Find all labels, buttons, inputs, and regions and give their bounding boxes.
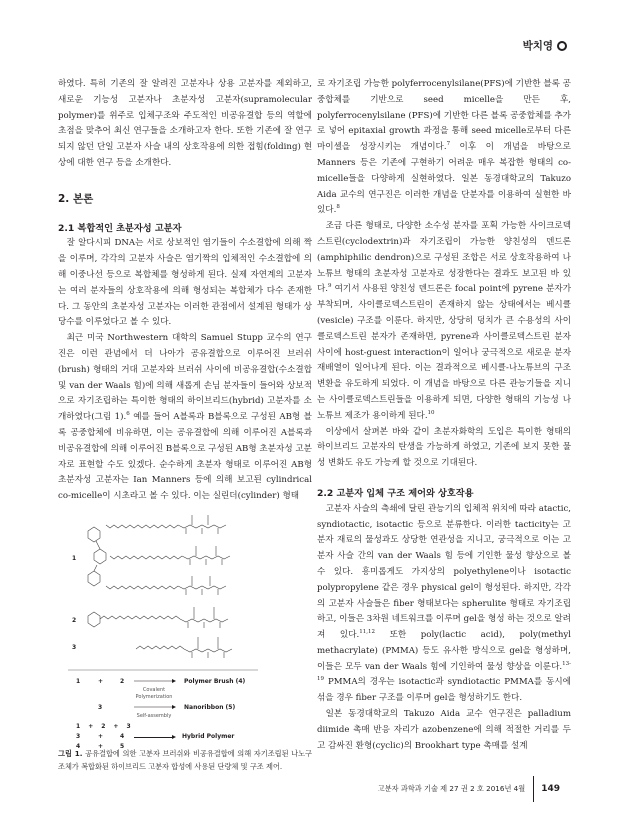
paragraph-aida: 일본 동경대학교의 Takuzo Aida 교수 연구진은 palladium diimide 촉매 반응 자리가 azobenzene에 의해 적절한 거리를 두고 감싸진 환형(cyclic)의 Brookhart type 촉매를 설계: [317, 709, 571, 751]
paragraph-text: 조금 다른 형태로, 다양한 소수성 분자를 포획 가능한 사이크로덱스트린(cyclodextrin)과 자기조립이 가능한 양친성의 덴드론(amphiphilic dendron)으로 구성된 조합은 서로 상호작용하여 나노튜브 형태의 초분자성 고분자로 성장한다는 결과도 보고된 바 있다.: [317, 221, 571, 295]
scheme-operator: +: [98, 733, 104, 740]
scheme-term: 2: [120, 678, 125, 685]
left-column: [58, 77, 312, 505]
running-header-author: [523, 38, 567, 53]
scheme-operator: +: [98, 743, 104, 750]
reference-marker: 7: [446, 141, 451, 148]
arrow-label: Covalent: [142, 687, 166, 693]
arrow-label: Polymerization: [135, 694, 173, 700]
right-column: [317, 77, 571, 754]
header-circle-icon: [557, 41, 567, 51]
paragraph-stupp: [58, 331, 312, 505]
arrow-head-icon: [172, 705, 176, 709]
scheme-line: [76, 722, 131, 732]
scheme-line: [76, 732, 234, 742]
scheme-term: 5: [120, 743, 125, 750]
scheme-term: 2: [101, 723, 106, 730]
subsection-heading-2-2: 2.2 고분자 입체 구조 제어와 상호작용: [317, 487, 474, 499]
paragraph-text: 이후 이 개념을 바탕으로 Manners 등은 기존에 구현하기 어려운 매우 복잡한 형태의 co-micelle들을 다양하게 실현하였다. 일본 동경대학교의 Takuzo Aida 교수의 연구진은 이러한 개념을 단분자를 이용하여 실현한 바 있다.: [317, 142, 571, 216]
scheme-term: 1: [76, 723, 81, 730]
reference-marker: 6: [126, 411, 130, 418]
subsection-heading-2-1: 2.1 복합적인 초분자성 고분자: [58, 222, 182, 234]
benzene-ring: [94, 549, 106, 564]
reference-marker: 8: [336, 204, 340, 211]
scheme-term: 4: [120, 733, 125, 740]
reference-marker: 11,12: [359, 629, 375, 636]
scheme-term: 3: [76, 733, 81, 740]
arrow-head-icon: [172, 679, 176, 683]
journal-citation: 고분자 과학과 기술 제 27 권 2 호 2016년 4월: [377, 784, 526, 793]
paragraph-text: 여기서 사용된 양친성 덴드론은 focal point에 pyrene 분자가 부착되며, 사이클로덱스트린이 존재하지 않는 상태에서는 베시클(vesicle) 구조를 이룬다. 하지만, 상당히 덩치가 큰 수용성의 사이클로덱스트린 분자가 존재하면, pyrene과 사이클로덱스트린 분자 사이에 host-guest interaction이 일어나 궁극적으로 새로운 분자 재배열이 일어나게 된다. 이는 결과적으로 베시클-나노튜브의 구조변환을 유도하게 되었다. 이 개념을 바탕으로 다른 관능기들을 지니는 사이클로덱스트린들을 이용하게 되면, 다양한 형태의 기능성 나노튜브 제조가 용이하게 된다.: [317, 284, 571, 421]
scheme-product: Polymer Brush (4): [184, 678, 246, 685]
paragraph-text: 최근 미국 Northwestern 대학의 Samuel Stupp 교수의 연구진은 이런 관념에서 더 나아가 공유결합으로 이루어진 브러쉬(brush) 형태의 거대 고분자와 브러쉬 사이에 비공유결합(수소결합 및 van der Waals 힘)에 의해 새롭게 손님 분자들이 들어와 상보적으로 자기조립하는 특이한 형태의 하이브리드(hybrid) 고분자를 소개하였다(그림 1).: [58, 333, 312, 423]
figure-1: [58, 503, 312, 763]
paragraph-summary: 이상에서 살펴본 바와 같이 초분자화학의 도입은 특이한 형태의 하이브리드 고분자의 탄생을 가능하게 하였고, 기존에 보지 못한 물성 변화도 유도 가능케 할 것으로 기대된다.: [317, 426, 571, 469]
scheme-product: Hybrid Polymer: [182, 733, 235, 740]
page-footer: [378, 776, 560, 802]
caption-label: 그림 1.: [58, 749, 83, 758]
reference-marker: 10: [427, 409, 435, 416]
paragraph-text: 로 자기조립 가능한 polyferrocenylsilane(PFS)에 기반한 블록 공중합체를 기반으로 seed micelle을 만든 후, polyferrocenylsilane (PFS)에 기반한 다른 블록 공중합체를 추가로 넣어 epitaxial growth 과정을 통해 seed micelle로부터 다른 마이셀을 성장시키는 개념이다.: [317, 79, 571, 153]
compound-label-2: 2: [72, 617, 77, 624]
compound-label-3: 3: [72, 644, 77, 651]
paragraph-text: PMMA의 경우는 isotactic과 syndiotactic PMMA를 동시에 섞을 경우 fiber 구조를 이루며 gel을 형성하기도 한다.: [317, 677, 571, 704]
compound-1-structure: [88, 515, 230, 595]
arrow-head-icon: [172, 735, 176, 739]
arrow-label: Self-assembly: [136, 713, 172, 719]
scheme-operator: +: [98, 678, 104, 685]
benzene-ring: [88, 527, 100, 542]
caption-text: 공유결합에 의한 고분자 브러쉬와 비공유결합에 의해 자기조립된 나노구조체가 복합화된 하이브리드 고분자 합성에 사용된 단량체 및 구조 제어.: [58, 749, 313, 771]
paragraph-text: 또한 poly(lactic acid), poly(methyl methacrylate) (PMMA) 등도 유사한 방식으로 gel을 형성하며, 이들은 모두 van der Waals 힘에 기인하여 물성 향상을 이룬다.: [317, 630, 571, 672]
compound-3-structure: [136, 637, 232, 658]
footer-divider: [533, 776, 534, 802]
page-number: 149: [541, 784, 560, 794]
scheme-term: 1: [76, 678, 81, 685]
reference-marker: 13-19: [317, 660, 571, 683]
scheme-product: Nanoribbon (5): [184, 704, 236, 711]
scheme-operator: +: [113, 723, 119, 730]
intro-paragraph: 하였다. 특히 기존의 잘 알려진 고분자나 상용 고분자를 제외하고, 새로운 기능성 고분자나 초분자성 고분자(supramolecular polymer)를 위주로 입체구조와 주도적인 비공유결합 등의 역할에 초점을 맞추어 최신 연구들을 소개하고자 한다. 또한 기존에 잘 연구되지 않던 단일 고분자 사슬 내의 상호작용에 의한 접힘(folding) 현상에 대한 연구 등을 소개한다.: [58, 79, 312, 168]
paragraph-tacticity: [317, 502, 571, 707]
chemical-structure-diagram: [58, 503, 312, 738]
compound-label-1: 1: [72, 555, 77, 562]
paragraph-cyclodextrin: [317, 219, 571, 424]
paragraph-pfs: [317, 77, 571, 219]
figure-caption: [58, 747, 312, 773]
reference-marker: 9: [328, 283, 332, 290]
paragraph-text: 고분자 사슬의 측쇄에 달린 관능기의 입체적 위치에 따라 atactic, syndiotactic, isotactic 등으로 분류한다. 이러한 tacticity는 고분자 재료의 물성과도 상당한 연관성을 지니고, 궁극적으로 이는 고분자 사슬 간의 van der Waals 힘 등에 기인한 물성 향상으로 볼 수 있다. 흥미롭게도 가지상의 polyethylene이나 isotactic polypropylene 같은 경우 physical gel이 형성된다. 하지만, 각각의 고분자 사슬들은 fiber 형태보다는 spherulite 형태로 자기조립하고, 이들은 3차원 네트워크를 이루며 gel을 형성 하는 것으로 알려져 있다.: [317, 503, 571, 641]
scheme-row-3: [76, 722, 131, 732]
paragraph-text: 예를 들어 A블록과 B블록으로 구성된 AB형 블록 공중합체에 비유하면, 이는 공유결합에 의해 이루어진 A블록과 비공유결합에 의해 이루어진 B블록으로 구성된 AB형 초분자성 고분자로 표현할 수도 있겠다. 순수하게 초분자 형태로 이루어진 AB형 초분자성 고분자는 Ian Manners 등에 의해 보고된 cylindrical co-micelle이 시초라고 볼 수 있다. 이는 실린더(cylinder) 형태: [58, 412, 312, 502]
compound-2-structure: [88, 607, 228, 628]
scheme-term: 4: [76, 743, 81, 750]
benzene-ring: [88, 612, 100, 627]
scheme-term: 3: [126, 723, 131, 730]
author-name: 박치영: [522, 40, 553, 52]
paragraph-dna: 잘 알다시피 DNA는 서로 상보적인 염기들이 수소결합에 의해 짝을 이루며, 각각의 고분자 사슬은 염기짝의 입체적인 수소결합에 의해 이중나선 등으로 복합체를 형성하게 된다. 실제 자연계의 고분자는 여러 분자들의 상호작용에 의해 형성되는 복합체가 다수 존재한다. 그 동안의 초분자성 고분자는 이러한 관점에서 설계된 형태가 상당수를 이루었다고 볼 수 있다.: [58, 238, 312, 328]
benzene-ring: [88, 571, 100, 586]
scheme-operator: +: [88, 723, 94, 730]
section-heading: 2. 본론: [58, 192, 94, 205]
scheme-term: 3: [98, 704, 103, 711]
reaction-arrow: [134, 737, 172, 738]
